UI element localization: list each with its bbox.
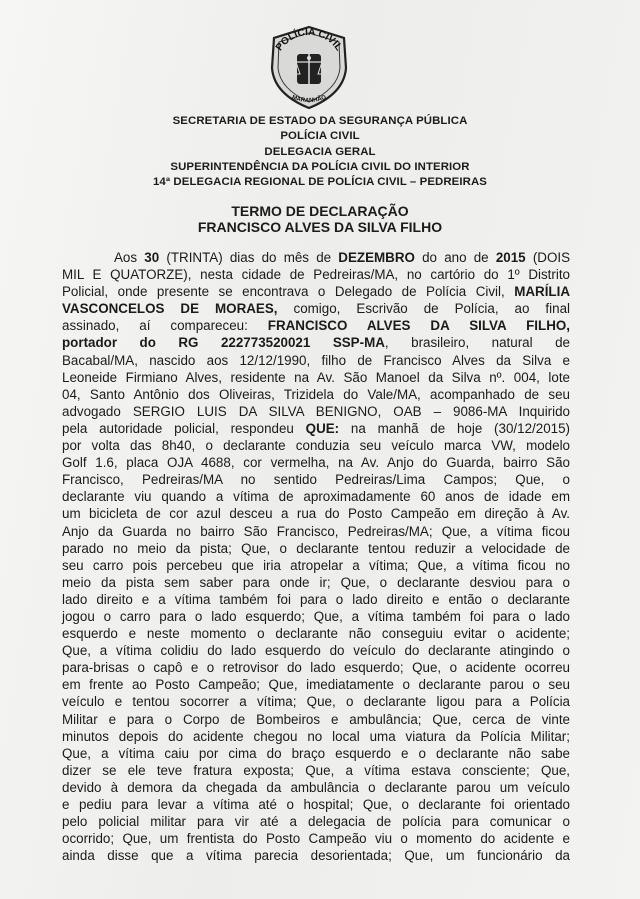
svg-text:MARANHÃO: MARANHÃO bbox=[290, 94, 328, 105]
body-line: assinado, aí compareceu: FRANCISCO ALVES DA SILVA FILHO, bbox=[62, 318, 571, 334]
body-line: declarante viu quando a vítima de aproximadamente 60 anos de idade em bbox=[62, 489, 570, 505]
body-line: Militar e para o Corpo de Bombeiros e ambulância; Que, cerca de vinte bbox=[62, 711, 570, 727]
title-termo: TERMO DE DECLARAÇÃO bbox=[231, 203, 409, 219]
body-line: Policial, onde presente se encontrava o Delegado de Polícia Civil, MARÍLIA bbox=[62, 284, 570, 300]
svg-text:POLÍCIA CIVIL: POLÍCIA CIVIL bbox=[273, 26, 345, 53]
body-line: MIL E QUATORZE), nesta cidade de Pedreiras/MA, no cartório do 1º Distrito bbox=[62, 267, 570, 283]
body-line: portador do RG 222773520021 SSP-MA, brasileiro, natural de bbox=[62, 335, 570, 351]
body-line: jogou o carro para o lado esquerdo; Que, a vítima também foi para o lado bbox=[62, 608, 570, 624]
body-line: veículo e tentou socorrer a vítima; Que, o declarante ligou para a Polícia bbox=[62, 694, 570, 710]
body-line: seu carro pois percebeu que iria atropelar a vítima; Que, a vítima ficou no bbox=[62, 557, 570, 573]
policia-civil-seal-icon bbox=[264, 24, 354, 110]
letterhead bbox=[140, 114, 500, 190]
body-line: lado direito e a vítima também foi para o lado direito e então o declarante bbox=[62, 591, 570, 607]
body-line: Leoneide Firmiano Alves, residente na Av. São Manoel da Silva nº. 004, lote bbox=[62, 369, 570, 385]
body-line: pela autoridade policial, respondeu QUE: na manhã de hoje (30/12/2015) bbox=[62, 420, 570, 436]
body-line: 04, Santo Antônio dos Oliveiras, Trizidela do Vale/MA, acompanhado de seu bbox=[62, 386, 570, 402]
body-line: dizer se ele teve fratura exposta; Que, a vítima estava consciente; Que, bbox=[62, 762, 570, 778]
body-line: para-brisas o capô e o retrovisor do lado esquerdo; Que, o acidente ocorreu bbox=[62, 660, 570, 676]
body-line: minutos depois do acidente chegou no local uma viatura da Polícia Militar; bbox=[62, 728, 570, 744]
body-line: Aos 30 (TRINTA) dias do mês de DEZEMBRO do ano de 2015 (DOIS bbox=[114, 250, 571, 265]
header-policia-civil: POLÍCIA CIVIL bbox=[280, 130, 360, 143]
body-line: ainda disse que a vítima parecia desorientada; Que, um funcionário da bbox=[62, 848, 570, 864]
body-line: devido à demora da chegada da ambulância o declarante parou um veículo bbox=[62, 779, 570, 795]
body-line: ocorrido; Que, um frentista do Posto Campeão viu o momento do acidente e bbox=[62, 831, 570, 847]
body-line: Que, a vítima colidiu do lado esquerdo do veículo do declarante atingindo o bbox=[62, 643, 570, 659]
body-line: um bicicleta de cor azul desceu a rua do Posto Campeão em direção à Av. bbox=[62, 506, 570, 522]
body-line: meio da pista sem saber para onde ir; Que, o declarante desviou para o bbox=[62, 574, 570, 590]
body-line: parado no meio da pista; Que, o declarante tentou reduzir a velocidade de bbox=[62, 540, 570, 556]
body-line: em frente ao Posto Campeão; Que, imediatamente o declarante parou o seu bbox=[62, 677, 570, 693]
body-line: pelo policial militar para vir até a delegacia de polícia para comunicar o bbox=[62, 814, 570, 830]
body-line: VASCONCELOS DE MORAES, comigo, Escrivão de Polícia, ao final bbox=[62, 301, 570, 317]
body-line: e pediu para levar a vítima até o hospital; Que, o declarante foi orientado bbox=[62, 797, 570, 812]
document-title bbox=[120, 203, 520, 235]
body-line: Bacabal/MA, nascido aos 12/12/1990, filho de Francisco Alves da Silva e bbox=[62, 352, 570, 368]
body-line: Francisco, Pedreiras/MA no sentido Pedreiras/Lima Campos; Que, o bbox=[62, 472, 570, 488]
title-declarante-name: FRANCISCO ALVES DA SILVA FILHO bbox=[197, 219, 443, 235]
header-delegacia-regional: 14ª DELEGACIA REGIONAL DE POLÍCIA CIVIL – PEDREIRAS bbox=[152, 176, 487, 189]
body-line: por volta das 8h40, o declarante conduzia seu veículo marca VW, modelo bbox=[62, 438, 570, 454]
header-superintendencia: SUPERINTENDÊNCIA DA POLÍCIA CIVIL DO INTERIOR bbox=[170, 160, 470, 173]
body-line: advogado SERGIO LUIS DA SILVA BENIGNO, OAB – 9086-MA Inquirido bbox=[62, 403, 570, 419]
body-line: Que, a vítima caiu por cima do braço esquerdo e o declarante não sabe bbox=[62, 745, 570, 761]
body-line: esquerdo e neste momento o declarante não conseguiu evitar o acidente; bbox=[62, 626, 570, 642]
header-secretaria: SECRETARIA DE ESTADO DA SEGURANÇA PÚBLICA bbox=[172, 115, 468, 127]
header-delegacia-geral: DELEGACIA GERAL bbox=[264, 145, 376, 158]
body-line: Golf 1.6, placa OJA 4688, cor vermelha, na Av. Anjo do Guarda, bairro São bbox=[62, 455, 570, 471]
declaration-body bbox=[62, 249, 570, 864]
body-line: Anjo da Guarda no bairro São Francisco, Pedreiras/MA; Que, a vítima ficou bbox=[62, 523, 570, 539]
